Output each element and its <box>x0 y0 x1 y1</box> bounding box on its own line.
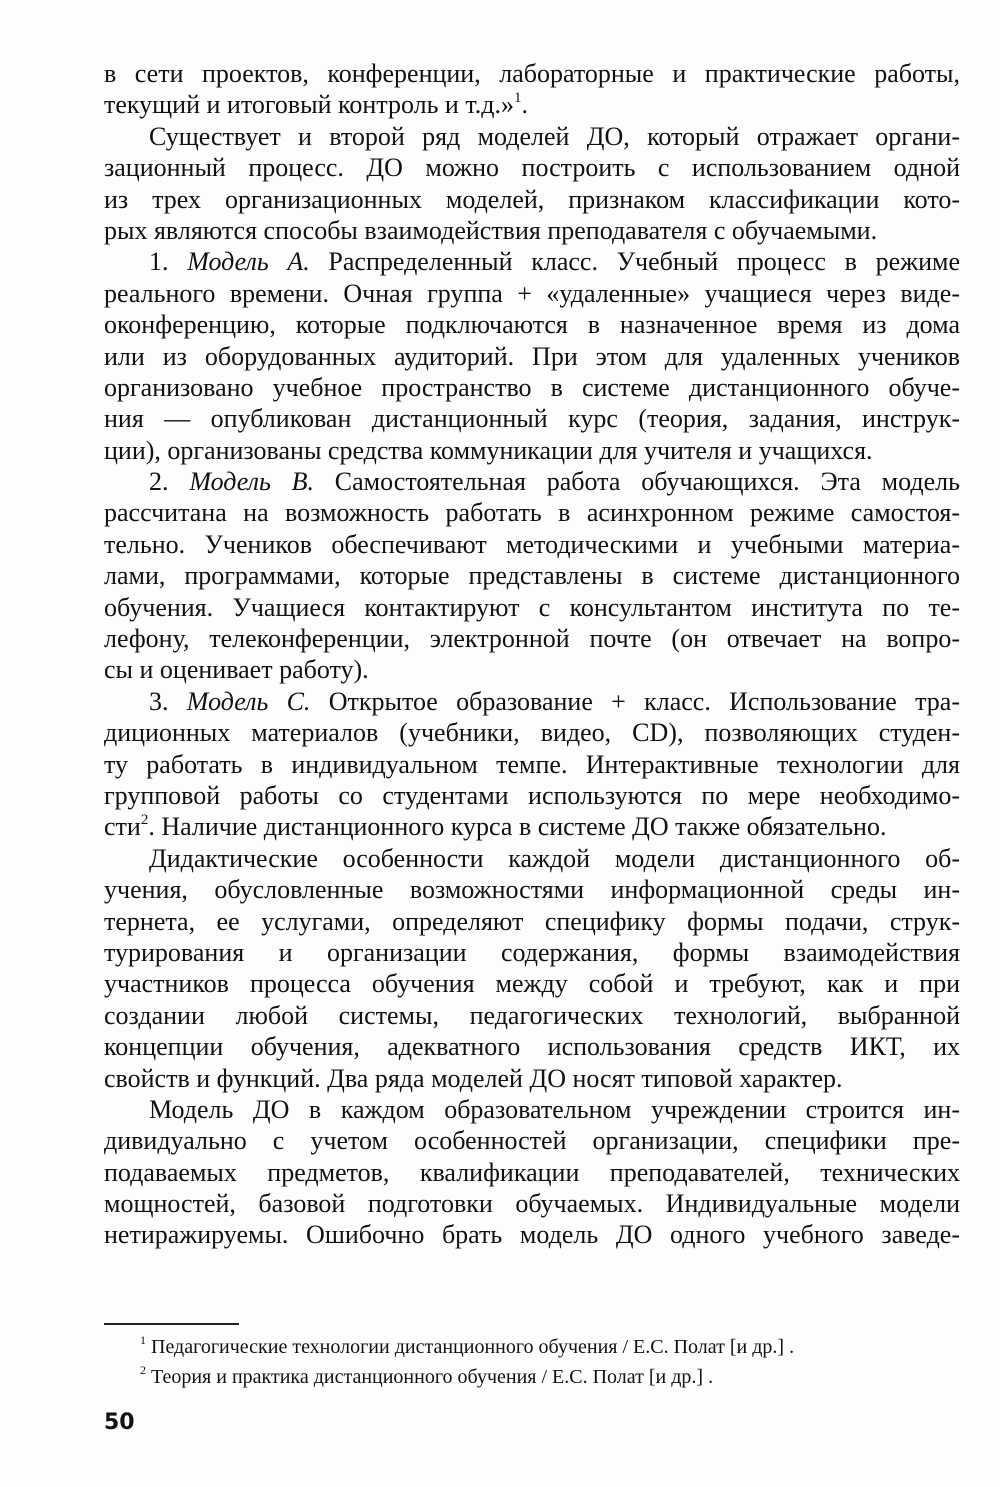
text-line <box>104 811 960 842</box>
list-number: 1. <box>149 247 169 277</box>
text-line: в сети проектов, конференции, лабораторные и практические работы, <box>104 59 960 88</box>
text-line: Модель ДО в каждом образовательном учреждении строится ин- <box>149 1094 960 1124</box>
text-line: ту работать в индивидуальном темпе. Интерактивные технологии для <box>104 749 960 779</box>
text-line: диционных материалов (учебники, видео, CD), позволяющих студен- <box>104 718 960 748</box>
footnote-text: Педагогические технологии дистанционного обучения / Е.С. Полат [и др.] . <box>151 1336 795 1358</box>
footnote-mark: 2 <box>140 1363 146 1378</box>
text-line: рых являются способы взаимодействия преподавателя с обучаемыми. <box>104 215 878 245</box>
text-fragment: Самостоятельная работа обучающихся. Эта модель <box>334 467 960 497</box>
text-line: оконференцию, которые подключаются в назначенное время из дома <box>104 310 960 340</box>
text-fragment: Распределенный класс. Учебный процесс в режиме <box>328 247 961 277</box>
footnote-divider <box>104 1323 239 1325</box>
text-line: лами, программами, которые представлены в системе дистанционного <box>104 561 960 591</box>
text-line: создании любой системы, педагогических технологий, выбранной <box>104 1000 960 1030</box>
text-line: нетиражируемы. Ошибочно брать модель ДО одного учебного заведе- <box>104 1220 960 1250</box>
text-line <box>104 246 960 277</box>
text-line: зационный процесс. ДО можно построить с использованием одной <box>104 153 960 183</box>
list-number: 3. <box>149 686 169 716</box>
text-line: участников процесса обучения между собой и требуют, как и при <box>104 969 960 999</box>
footnotes <box>140 1332 940 1392</box>
footnote-ref: 1 <box>513 89 522 106</box>
text-line: Дидактические особенности каждой модели дистанционного об- <box>149 843 960 873</box>
body-text <box>104 58 960 1251</box>
text-fragment: Открытое образование + класс. Использование тра- <box>328 686 960 716</box>
text-line: ции), организованы средства коммуникации для учителя и учащихся. <box>104 435 873 465</box>
footnote-text: Теория и практика дистанционного обучения / Е.С. Полат [и др.] . <box>151 1366 714 1388</box>
text-line: подаваемых предметов, квалификации преподавателей, технических <box>104 1157 960 1187</box>
text-line <box>104 686 960 717</box>
text-line: реального времени. Очная группа + «удаленные» учащиеся через виде- <box>104 278 960 308</box>
text-line: тельно. Учеников обеспечивают методическими и учебными материа- <box>104 529 960 559</box>
text-line: учения, обусловленные возможностями информационной среды ин- <box>104 875 960 905</box>
text-line: текущий и итоговый контроль и т.д.»$^1$. <box>104 89 528 120</box>
model-heading: Модель С. <box>186 686 311 716</box>
text-line: турирования и организации содержания, формы взаимодействия <box>104 937 960 967</box>
text-line: рассчитана на возможность работать в асинхронном режиме самостоя- <box>104 498 960 528</box>
text-line: из трех организационных моделей, признаком классификации кото- <box>104 184 960 214</box>
model-heading: Модель А. <box>187 247 310 277</box>
text-line: дивидуально с учетом особенностей организации, специфики пре- <box>104 1126 960 1156</box>
footnote-mark: 1 <box>140 1333 146 1348</box>
text-line: свойств и функций. Два ряда моделей ДО носят типовой характер. <box>104 1063 843 1093</box>
list-number: 2. <box>149 467 169 497</box>
text-line: Существует и второй ряд моделей ДО, который отражает органи- <box>149 121 960 151</box>
text-fragment: текущий и итоговый контроль и т.д.» <box>104 90 514 120</box>
model-heading: Модель В. <box>189 467 314 497</box>
text-line: или из оборудованных аудиторий. При этом для удаленных учеников <box>104 341 960 371</box>
text-line: ния — опубликован дистанционный курс (теория, задания, инструк- <box>104 404 960 434</box>
text-line: мощностей, базовой подготовки обучаемых. Индивидуальные модели <box>104 1189 960 1219</box>
page-number: 50 <box>104 1410 135 1435</box>
text-line: лефону, телеконференции, электронной почте (он отвечает на вопро- <box>104 624 960 654</box>
text-fragment: . Наличие дистанционного курса в системе ДО также обязательно. <box>148 812 887 842</box>
footnote-ref: 2 <box>140 811 149 828</box>
text-line: концепции обучения, адекватного использования средств ИКТ, их <box>104 1032 960 1062</box>
text-line: тернета, ее услугами, определяют специфику формы подачи, струк- <box>104 906 960 936</box>
text-line: групповой работы со студентами используются по мере необходимо- <box>104 780 960 810</box>
footnote-2 <box>140 1362 940 1392</box>
text-fragment: сти <box>104 812 141 842</box>
footnote-1 <box>140 1332 940 1362</box>
text-line <box>104 466 960 497</box>
text-line: сы и оценивает работу). <box>104 655 369 685</box>
text-line: организовано учебное пространство в системе дистанционного обуче- <box>104 372 960 402</box>
text-line: обучения. Учащиеся контактируют с консультантом института по те- <box>104 592 960 622</box>
